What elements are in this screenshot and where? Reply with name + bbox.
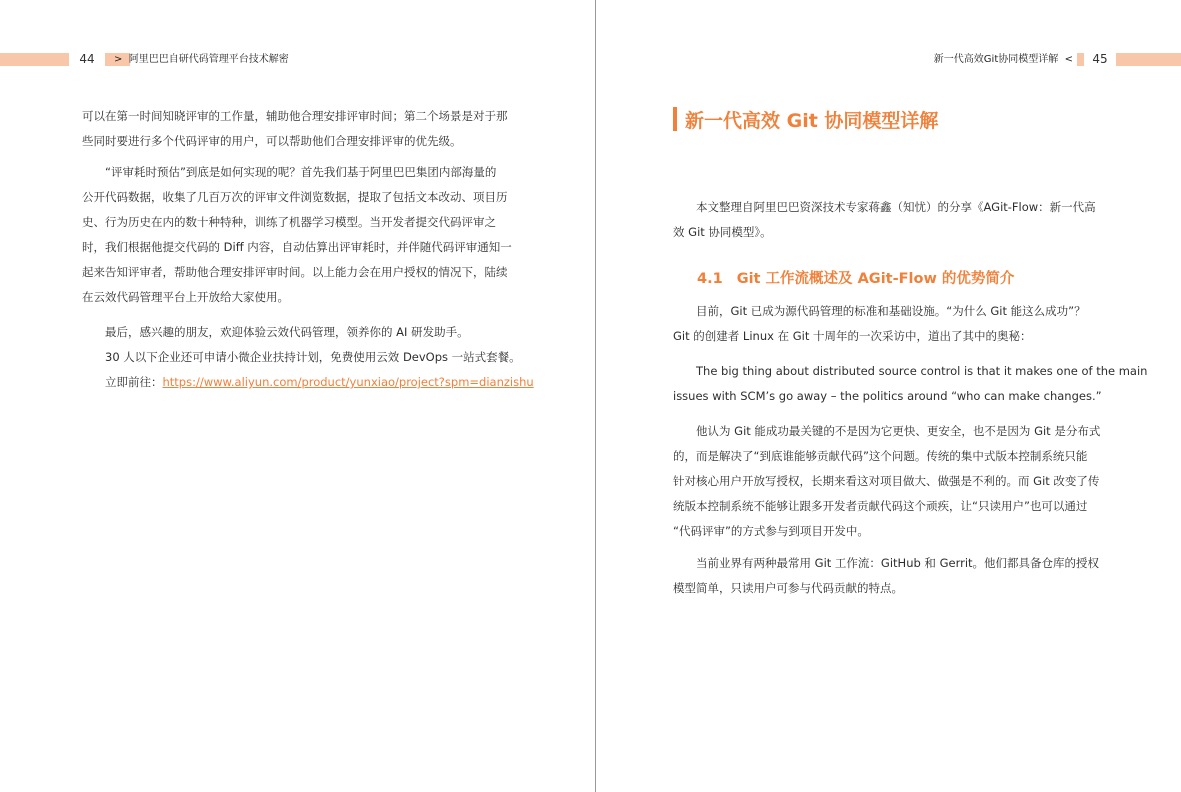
left-header-band	[0, 53, 130, 66]
left-page-number: 44	[69, 51, 105, 68]
left-paragraph-2	[82, 160, 512, 310]
right-paragraph-3	[673, 419, 1100, 544]
section-title: Git 工作流概述及 AGit-Flow 的优势简介	[736, 271, 1015, 287]
left-paragraph-3	[105, 320, 534, 395]
header-arrow-icon: >	[114, 54, 123, 65]
quote-paragraph	[673, 359, 1147, 409]
text-line: “代码评审”的方式参与到项目开发中。	[673, 524, 869, 538]
text-line: “评审耗时预估”到底是如何实现的呢？首先我们基于阿里巴巴集团内部海量的	[105, 165, 497, 179]
text-line: 起来告知评审者，帮助他合理安排评审时间。以上能力会在用户授权的情况下，陆续	[82, 265, 508, 279]
section-heading	[697, 267, 1014, 288]
right-paragraph-4	[673, 551, 1099, 601]
chapter-heading	[673, 104, 938, 134]
right-running-header	[934, 53, 1073, 67]
right-paragraph-1	[673, 299, 1086, 349]
right-page-number: 45	[1084, 51, 1116, 68]
book-spine-divider	[595, 0, 596, 792]
text-line: 史、行为历史在内的数十种特种，训练了机器学习模型。当开发者提交代码评审之	[82, 215, 496, 229]
text-line: 30 人以下企业还可申请小微企业扶持计划，免费使用云效 DevOps 一站式套餐。	[105, 350, 521, 364]
text-line: 本文整理自阿里巴巴资深技术专家蒋鑫（知忧）的分享《AGit-Flow：新一代高	[696, 200, 1096, 214]
text-line: 当前业界有两种最常用 Git 工作流：GitHub 和 Gerrit。他们都具备仓库的授权	[696, 556, 1100, 570]
text-line: 目前，Git 已成为源代码管理的标准和基础设施。“为什么 Git 能这么成功”？	[696, 304, 1086, 318]
text-line: 公开代码数据，收集了几百万次的评审文件浏览数据，提取了包括文本改动、项目历	[82, 190, 508, 204]
text-line: 些同时要进行多个代码评审的用户，可以帮助他们合理安排评审的优先级。	[82, 134, 462, 148]
left-paragraph-1	[82, 104, 508, 154]
text-line: 针对核心用户开放写授权，长期来看这对项目做大、做强是不利的。而 Git 改变了传	[673, 474, 1100, 488]
chapter-title: 新一代高效 Git 协同模型详解	[685, 109, 939, 132]
text-line: 效 Git 协同模型》。	[673, 225, 772, 239]
text-line: 的，而是解决了“到底谁能够贡献代码”这个问题。传统的集中式版本控制系统只能	[673, 449, 1088, 463]
right-header-title: 新一代高效Git协同模型详解	[933, 54, 1059, 65]
text-line: 模型简单，只读用户可参与代码贡献的特点。	[673, 581, 903, 595]
text-line: issues with SCM’s go away – the politics around “who can make changes.”	[673, 389, 1102, 403]
link-line	[105, 370, 534, 395]
text-line: The big thing about distributed source control is that it makes one of the main	[696, 364, 1148, 378]
chapter-accent-bar	[673, 107, 677, 131]
right-page	[597, 0, 1181, 792]
left-running-header	[114, 53, 289, 67]
intro-paragraph	[673, 195, 1096, 245]
left-header-title: 阿里巴巴自研代码管理平台技术解密	[128, 54, 289, 65]
section-number: 4.1	[697, 271, 723, 287]
text-line: 统版本控制系统不能够让跟多开发者贡献代码这个顽疾，让“只读用户”也可以通过	[673, 499, 1088, 513]
text-line: Git 的创建者 Linux 在 Git 十周年的一次采访中，道出了其中的奥秘：	[673, 329, 1032, 343]
text-line: 时，我们根据他提交代码的 Diff 内容，自动估算出评审耗时，并伴随代码评审通知一	[82, 240, 512, 254]
header-arrow-icon: <	[1064, 54, 1073, 65]
text-line: 最后，感兴趣的朋友，欢迎体验云效代码管理，领养你的 AI 研发助手。	[105, 325, 469, 339]
text-line: 在云效代码管理平台上开放给大家使用。	[82, 290, 289, 304]
text-line: 他认为 Git 能成功最关键的不是因为它更快、更安全，也不是因为 Git 是分布式	[696, 424, 1101, 438]
link-prefix: 立即前往：	[105, 375, 163, 389]
yunxiao-link[interactable]: https://www.aliyun.com/product/yunxiao/project?spm=dianzishu	[162, 375, 534, 389]
text-line: 可以在第一时间知晓评审的工作量，辅助他合理安排评审时间；第二个场景是对于那	[82, 109, 508, 123]
